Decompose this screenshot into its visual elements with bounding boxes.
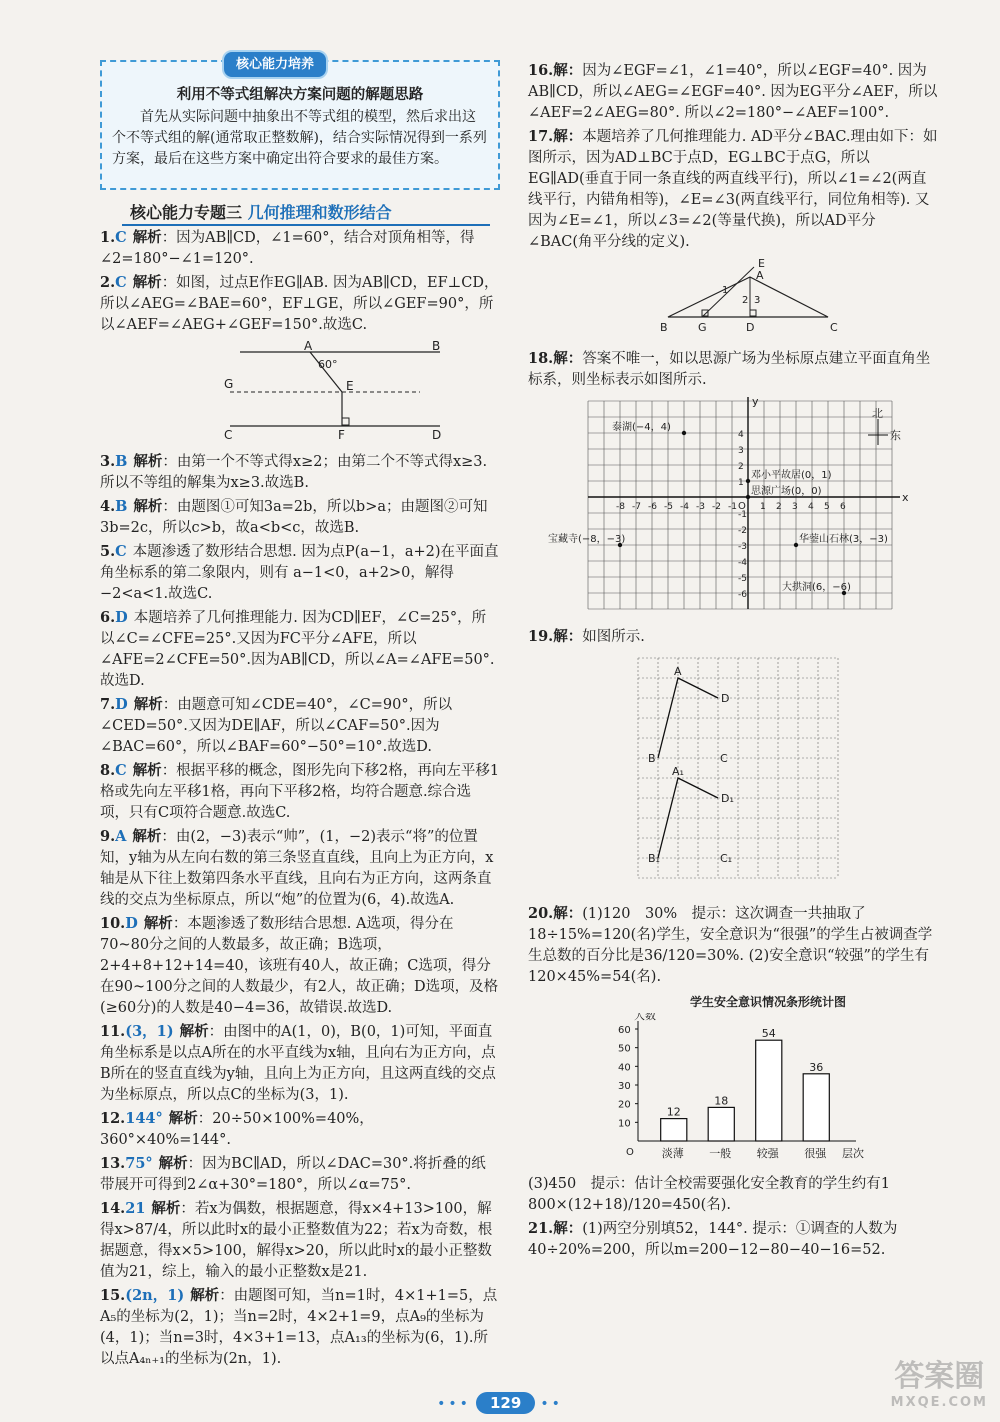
solution-label: 解： — [553, 905, 583, 922]
item-number: 18. — [528, 350, 554, 367]
solution-label: 解： — [553, 628, 583, 645]
core-ability-box — [100, 57, 500, 190]
label-c1: C₁ — [720, 852, 733, 865]
bar — [661, 1119, 687, 1141]
solution-item — [528, 903, 938, 988]
item-text: ：由第一个不等式得x≥2；由第二个不等式得x≥3.所以不等组的解集为x≥3.故选B. — [100, 454, 488, 491]
figure-17-wrapper — [528, 257, 938, 344]
place-label: 大拱洞(6，−6) — [782, 582, 851, 593]
watermark-main: 答案圈 — [894, 1359, 985, 1394]
bar-value-label: 12 — [666, 1105, 681, 1119]
x-tick-label: 3 — [792, 502, 798, 512]
item-text: ：20÷50×100%=40%，360°×40%=144°. — [100, 1111, 374, 1148]
item-number: 4. — [100, 498, 116, 515]
figure-2 — [220, 340, 460, 440]
answer-item — [100, 913, 500, 1019]
item-text: ：根据平移的概念，图形先向下移2格，再向左平移1格或先向左平移1格，再向下平移2格，均符合题意.综合选项，只有C项符合题意.故选C. — [100, 763, 500, 821]
page-number: 129 — [476, 1392, 535, 1414]
place-label: 邓小平故居(0，1) — [751, 470, 832, 481]
label-b: B — [660, 321, 668, 334]
right-items-list — [528, 60, 938, 1261]
answer-item — [100, 272, 500, 336]
place-point — [746, 495, 750, 499]
item-number: 15. — [100, 1287, 126, 1304]
x-tick-label: -8 — [616, 502, 625, 512]
answer-item — [100, 1285, 500, 1370]
label-b: B — [432, 340, 441, 353]
figure-19-wrapper — [528, 652, 938, 899]
solution-item — [528, 626, 938, 648]
label-c: C — [224, 428, 233, 440]
answer-item — [100, 451, 500, 494]
analysis-label: 解析 — [132, 274, 162, 291]
figure-17 — [658, 257, 858, 337]
item-answer: B — [115, 498, 128, 515]
y-axis-label: 人数 — [634, 1013, 656, 1022]
item-answer: C — [115, 543, 127, 560]
bar — [708, 1107, 734, 1141]
analysis-label: 解析 — [132, 828, 162, 845]
solution-item — [528, 1218, 938, 1261]
bar — [803, 1074, 829, 1141]
y-tick-label: -3 — [738, 542, 747, 552]
item-text: (1)两空分别填52，144°. 提示：①调查的人数为40÷20%=200，所以m=200−12−80−40−16=52. — [528, 1221, 898, 1258]
y-tick-label: 1 — [738, 478, 744, 488]
solution-item — [528, 60, 938, 124]
solution-label: 解： — [553, 62, 583, 79]
footer-dots-left: ••• — [437, 1396, 471, 1412]
x-tick-label: -5 — [664, 502, 673, 512]
item-text: ：若x为偶数，根据题意，得x×4+13>100，解得x>87/4，所以此时x的最小正整数值为22；若x为奇数，根据题意，得x×5>100，解得x>20，所以此时x的最小正整数值为21，综上，输入的最小正整数x是21. — [100, 1201, 493, 1280]
figure-18-wrapper — [528, 395, 938, 622]
item-number: 7. — [100, 696, 116, 713]
analysis-label: 解析 — [179, 1023, 209, 1040]
solution-label: 解： — [553, 1220, 583, 1237]
item-number: 19. — [528, 628, 554, 645]
x-tick-label: -3 — [696, 502, 705, 512]
place-label: 华蓥山石林(3，−3) — [799, 534, 888, 545]
origin-label: O — [626, 1147, 634, 1158]
item-number: 3. — [100, 453, 116, 470]
angle-1: 1 — [722, 285, 729, 296]
item-text: ：由题图可知，当n=1时，4×1+1=5，点A₅的坐标为(2，1)；当n=2时，4×2+1=9，点A₉的坐标为(4，1)；当n=3时，4×3+1=13，点A₁₃的坐标为(6，1).所以点A₄ₙ₊₁的坐标为(2n，1). — [100, 1288, 498, 1367]
box-title: 利用不等式组解决方案问题的解题思路 — [176, 86, 424, 103]
analysis-label: 解析 — [143, 915, 173, 932]
section-prefix: 核心能力专题三 — [130, 203, 243, 222]
label-e: E — [758, 257, 765, 270]
item-answer: (2n，1) — [125, 1287, 185, 1304]
answer-item — [100, 826, 500, 911]
item-text: ：由图中的A(1，0)，B(0，1)可知，平面直角坐标系是以点A所在的水平直线为x轴，且向右为正方向，点B所在的竖直直线为y轴，且向上为正方向，且这两直线的交点为坐标原点，所以点C的坐标为(3，1). — [100, 1024, 496, 1103]
core-ability-badge: 核心能力培养 — [222, 50, 328, 79]
place-label: 泰湖(−4，4) — [612, 422, 671, 433]
item-answer: D — [115, 696, 128, 713]
item-text: (3)450 提示：估计全校需要强化安全教育的学生约有1 800×(12+18)/120=450(名). — [528, 1176, 890, 1213]
item-answer: C — [115, 762, 127, 779]
item-text: ：由题意可知∠CDE=40°，∠C=90°，所以∠CED=50°.又因为DE∥AF，所以∠CAF=50°.因为∠BAC=60°，所以∠BAF=60°−50°=10°.故选D. — [100, 697, 453, 755]
item-answer: 144° — [125, 1110, 163, 1127]
x-tick-label: -1 — [728, 502, 737, 512]
answer-item — [100, 1153, 500, 1196]
item-answer: C — [115, 229, 127, 246]
item-text: 如图所示. — [582, 629, 645, 645]
y-tick-label: 50 — [618, 1043, 631, 1055]
item-answer: 75° — [125, 1155, 153, 1172]
x-tick-label: 4 — [808, 502, 814, 512]
item-number: 16. — [528, 62, 554, 79]
solution-label: 解： — [553, 128, 583, 145]
label-a1: A₁ — [672, 765, 684, 778]
item-number: 8. — [100, 762, 116, 779]
item-text: 因为∠EGF=∠1，∠1=40°，所以∠EGF=40°. 因为AB∥CD，所以∠AEG=∠EGF=40°. 因为EG平分∠AEF，所以∠AEF=2∠AEG=80°. 所以∠2=180°−∠AEF=100°. — [528, 63, 938, 121]
right-angle-mark-g — [702, 310, 708, 316]
item-number: 11. — [100, 1023, 126, 1040]
section-heading — [130, 202, 500, 223]
item-text: 本题培养了几何推理能力. AD平分∠BAC.理由如下：如图所示，因为AD⊥BC于点D，EG⊥BC于点G，所以EG∥AD(垂直于同一条直线的两直线平行)，所以∠1=∠2(两直线平行，内错角相等)，∠E=∠3(两直线平行，同位角相等). 又因为∠E=∠1，所以∠3=∠2(等量代换)，所以AD平分∠BAC(角平分线的定义). — [528, 129, 938, 250]
place-point — [794, 543, 798, 547]
x-tick-label: -6 — [648, 502, 657, 512]
item-number: 20. — [528, 905, 554, 922]
label-b: B — [648, 752, 656, 765]
footer-dots-right: •• — [540, 1396, 563, 1412]
item-answer: D — [115, 609, 128, 626]
solution-item — [528, 126, 938, 253]
solution-label: 解： — [553, 350, 583, 367]
item-text: ：本题渗透了数形结合思想. A选项，得分在70~80分之间的人数最多，故正确；B选项，2+4+8+12+14=40，该班有40人，故正确；C选项，得分在90~100分之间的人数最少，有2人，故正确；D选项，及格(≥60分)的人数是40−4=36，故错误.故选D. — [100, 916, 499, 1016]
y-tick-label: 3 — [738, 446, 744, 456]
label-d: D — [432, 428, 442, 440]
origin-label: O — [738, 501, 746, 512]
label-d: D — [721, 692, 730, 705]
y-tick-label: -5 — [738, 574, 747, 584]
item-number: 12. — [100, 1110, 126, 1127]
compass-east: 东 — [890, 429, 901, 442]
y-tick-label: 4 — [738, 430, 744, 440]
angle-label: 60° — [318, 358, 338, 371]
x-tick-label: 1 — [760, 502, 766, 512]
chart-title: 学生安全意识情况条形统计图 — [689, 995, 846, 1009]
answer-item — [100, 760, 500, 824]
place-label: 思源广场(0，0) — [751, 486, 822, 497]
y-tick-label: 2 — [738, 462, 744, 472]
answer-item — [100, 227, 500, 270]
y-tick-label: 40 — [618, 1062, 631, 1074]
left-items-list — [100, 227, 500, 1370]
y-axis-label: y — [752, 395, 759, 408]
bar-value-label: 54 — [761, 1027, 776, 1041]
answer-item — [100, 1021, 500, 1106]
label-c: C — [720, 752, 728, 765]
x-tick-label: -4 — [680, 502, 689, 512]
y-tick-label: -4 — [738, 558, 747, 568]
angle-3: 3 — [754, 295, 761, 306]
watermark-logo — [891, 1351, 988, 1410]
bar — [756, 1040, 782, 1141]
solution-item — [528, 1174, 938, 1216]
item-number: 21. — [528, 1220, 554, 1237]
answer-item — [100, 1198, 500, 1283]
item-text: 答案不唯一，如以思源广场为坐标原点建立平面直角坐标系，则坐标表示如图所示. — [528, 351, 931, 388]
watermark-sub: MXQE.COM — [890, 1395, 988, 1410]
section-title: 几何推理和数形结合 — [247, 203, 392, 222]
answer-item — [100, 607, 500, 692]
answer-item — [100, 1108, 500, 1151]
item-number: 13. — [100, 1155, 126, 1172]
bar-value-label: 18 — [714, 1094, 729, 1108]
item-number: 14. — [100, 1200, 126, 1217]
item-text: ：由题图①可知3a=2b，所以b>a；由题图②可知3b=2c，所以c>b，故a<b<c，故选B. — [100, 499, 488, 536]
category-label: 很强 — [804, 1147, 827, 1160]
category-label: 淡薄 — [661, 1147, 684, 1160]
item-number: 10. — [100, 915, 126, 932]
box-body: 首先从实际问题中抽象出不等式组的模型，然后求出这个不等式组的解(通常取正整数解)，结合实际情况得到一系列方案，最后在这些方案中确定出符合要求的最佳方案。 — [112, 109, 487, 167]
x-axis-label: x — [902, 491, 908, 504]
y-tick-label: -6 — [738, 590, 747, 600]
figure-18-grid — [548, 395, 908, 615]
x-tick-label: -2 — [712, 502, 721, 512]
item-text: (1)120 30% 提示：这次调查一共抽取了18÷15%=120(名)学生，安全意识为“很强”的学生占被调查学生总数的百分比是36/120=30%. (2)安全意识“较强”的学生有120×45%=54(名). — [528, 906, 933, 985]
label-g: G — [698, 321, 707, 334]
item-answer: (3，1) — [125, 1023, 174, 1040]
x-tick-label: 6 — [840, 502, 846, 512]
item-number: 6. — [100, 609, 116, 626]
x-tick-label: -7 — [632, 502, 641, 512]
x-tick-label: 5 — [824, 502, 830, 512]
y-tick-label: 30 — [618, 1081, 631, 1092]
item-text: ：因为BC∥AD，所以∠DAC=30°.将折叠的纸带展开可得到2∠α+30°=180°，所以∠α=75°. — [100, 1156, 486, 1193]
y-tick-label: -2 — [738, 526, 747, 536]
item-answer: B — [115, 453, 128, 470]
item-answer: A — [115, 828, 127, 845]
y-tick-label: 20 — [618, 1099, 631, 1111]
item-number: 9. — [100, 828, 116, 845]
place-point — [682, 431, 686, 435]
item-text: ：如图，过点E作EG∥AB. 因为AB∥CD，EF⊥CD，所以∠AEG=∠BAE=60°，EF⊥GE，所以∠GEF=90°，所以∠AEF=∠AEG+∠GEF=150°.故选C. — [100, 275, 499, 333]
analysis-label: 解析 — [133, 696, 163, 713]
item-text: 本题培养了几何推理能力. 因为CD∥EF，∠C=25°，所以∠C=∠CFE=25°.又因为FC平分∠AFE，所以∠AFE=2∠CFE=50°.因为AB∥CD，所以∠A=∠AFE=50°.故选D. — [100, 610, 495, 689]
item-number: 1. — [100, 229, 116, 246]
label-a: A — [304, 340, 313, 353]
item-text: ：由(2，−3)表示“帅”，(1，−2)表示“将”的位置知，y轴为从左向右数的第三条竖直直线，且向上为正方向，x轴是从下往上数第四条水平直线，且向右为正方向，这两条直线的交点为坐标原点，所以“炮”的位置为(6，4).故选A. — [100, 829, 494, 908]
analysis-label: 解析 — [132, 229, 162, 246]
label-a: A — [674, 665, 682, 678]
analysis-label: 解析 — [168, 1110, 198, 1127]
label-d: D — [746, 321, 755, 334]
answer-item — [100, 541, 500, 605]
bar-value-label: 36 — [809, 1060, 824, 1074]
item-text: 本题渗透了数形结合思想. 因为点P(a−1，a+2)在平面直角坐标系的第二象限内，则有 a−1<0，a+2>0，解得−2<a<1.故选C. — [100, 544, 499, 602]
category-label: 较强 — [756, 1147, 779, 1160]
analysis-label: 解析 — [133, 453, 163, 470]
analysis-label: 解析 — [132, 762, 162, 779]
solution-item — [528, 348, 938, 391]
x-tick-label: 2 — [776, 502, 782, 512]
item-answer: D — [125, 915, 138, 932]
analysis-label: 解析 — [158, 1155, 188, 1172]
right-angle-mark-d — [750, 310, 756, 316]
y-tick-label: -1 — [738, 510, 747, 520]
compass-north: 北 — [872, 407, 883, 420]
y-tick-label: 60 — [618, 1025, 631, 1036]
figure-2-wrapper — [100, 340, 500, 447]
item-number: 2. — [100, 274, 116, 291]
label-b1: B₁ — [648, 852, 660, 865]
label-c: C — [830, 321, 838, 334]
place-label: 宝藏寺(−8，−3) — [548, 534, 626, 545]
item-answer: 21 — [125, 1200, 146, 1217]
label-f: F — [338, 428, 345, 440]
analysis-label: 解析 — [190, 1287, 220, 1304]
figure-20-wrapper — [528, 992, 938, 1170]
answer-item — [100, 496, 500, 539]
place-point — [746, 479, 750, 483]
label-e: E — [346, 379, 354, 393]
item-answer: C — [115, 274, 127, 291]
analysis-label: 解析 — [133, 498, 163, 515]
item-number: 17. — [528, 128, 554, 145]
bar-chart-container — [598, 992, 938, 1170]
label-d1: D₁ — [721, 792, 734, 805]
right-angle-mark — [342, 418, 349, 425]
category-label: 一般 — [709, 1147, 732, 1160]
answer-item — [100, 694, 500, 758]
item-text: ：因为AB∥CD，∠1=60°，结合对顶角相等，得∠2=180°−∠1=120°. — [100, 230, 475, 267]
right-column — [528, 60, 938, 1263]
figure-19-grid — [628, 652, 848, 892]
label-g: G — [224, 377, 234, 391]
item-number: 5. — [100, 543, 116, 560]
label-a: A — [756, 269, 764, 282]
left-column — [100, 57, 500, 1372]
analysis-label: 解析 — [151, 1200, 181, 1217]
page-footer — [0, 1392, 1000, 1414]
x-axis-label: 层次 — [842, 1147, 864, 1160]
y-tick-label: 10 — [618, 1118, 631, 1130]
bar-chart — [598, 1013, 878, 1163]
angle-2: 2 — [742, 295, 749, 306]
